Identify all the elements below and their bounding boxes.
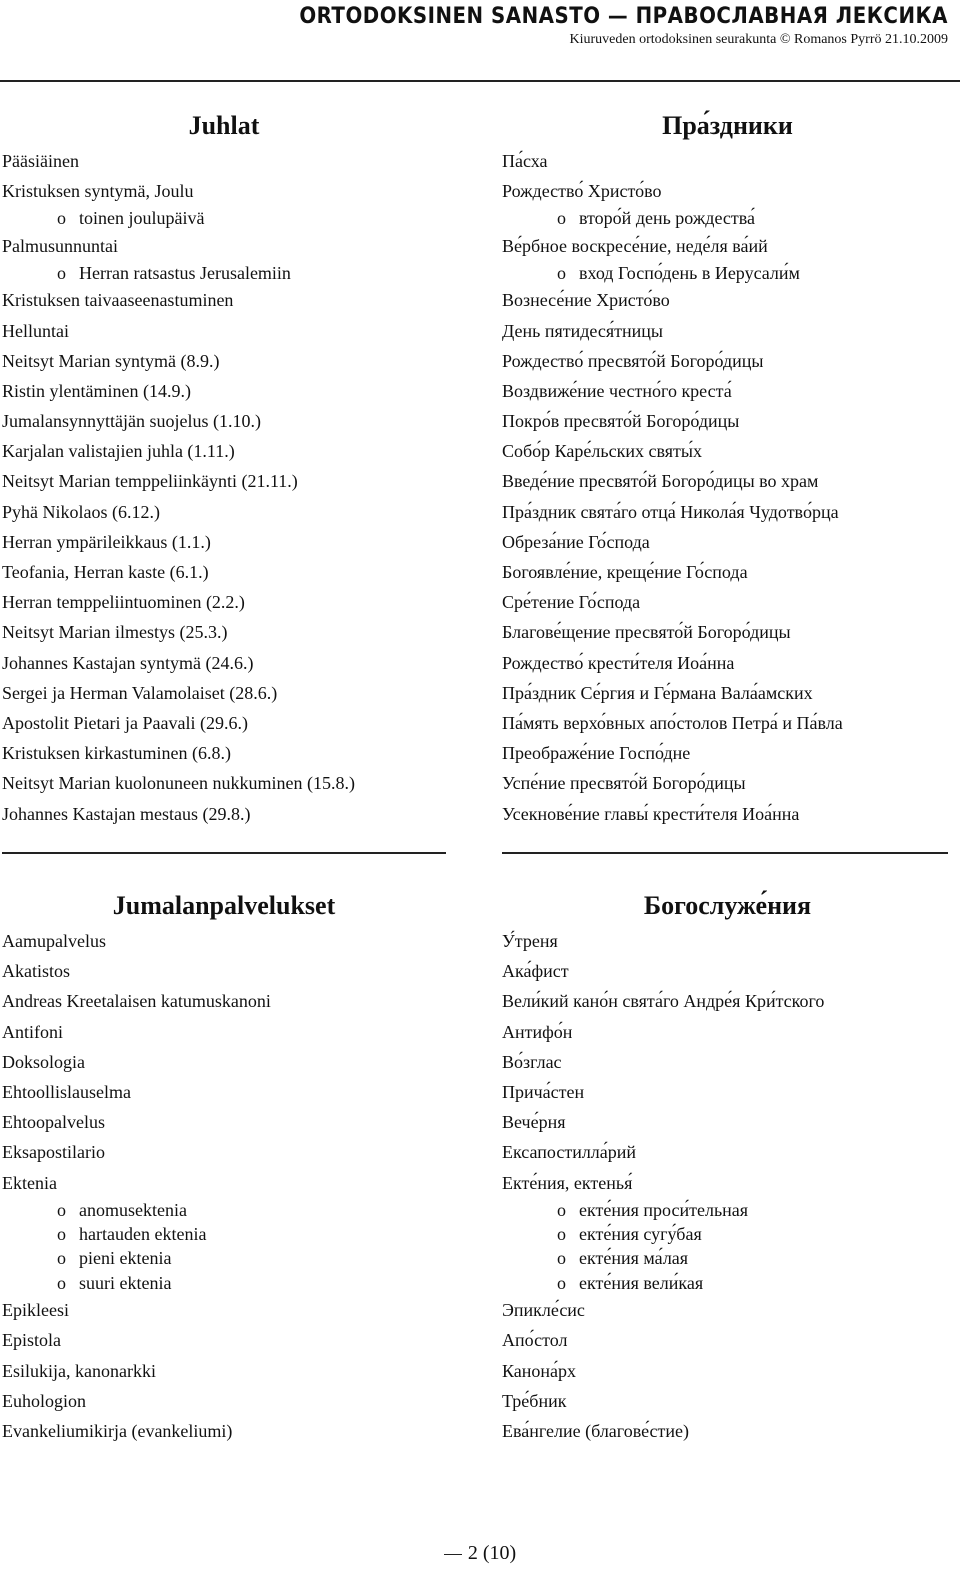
list-item [502, 956, 952, 986]
list-item [2, 1416, 472, 1446]
item-text: Во́зглас [502, 1051, 562, 1072]
item-text: Pääsiäinen [2, 151, 79, 171]
list-item [502, 406, 952, 436]
document-subtitle: Kiuruveden ortodoksinen seurakunta © Romanos Pyrrö 21.10.2009 [569, 32, 948, 47]
list-item [2, 738, 472, 768]
list-item [502, 708, 952, 738]
item-text: Ева́нгелие (благове́стие) [502, 1421, 690, 1441]
list-item [2, 1077, 472, 1107]
item-text: Преображе́ние Госпо́дне [502, 743, 691, 764]
list-item [502, 1325, 952, 1355]
list-item [502, 678, 952, 708]
item-text: hartauden ektenia [79, 1224, 207, 1245]
list-item [2, 1168, 472, 1198]
list-item [2, 956, 472, 986]
item-text: Екте́ния, ектенья́ [502, 1172, 633, 1193]
list-item [502, 768, 952, 798]
list-item [502, 587, 952, 617]
item-text: Kristuksen syntymä, Joulu [2, 181, 194, 202]
sub-list-item [502, 1198, 952, 1222]
item-text: Ehtoollislauselma [2, 1081, 131, 1102]
list-item [2, 285, 472, 315]
bullet-marker: o [557, 1224, 566, 1245]
page-header [299, 0, 948, 48]
item-text: Apostolit Pietari ja Paavali (29.6.) [2, 712, 248, 733]
item-text: Апо́стол [502, 1330, 568, 1351]
bullet-marker: o [57, 208, 66, 229]
list-item [502, 738, 952, 768]
item-text: Ве́рбное воскресе́ние, неде́ля ва́ий [502, 235, 768, 256]
list-item [2, 986, 472, 1016]
list-item [2, 708, 472, 738]
sub-list-item [2, 1198, 472, 1222]
item-text: Teofania, Herran kaste (6.1.) [2, 562, 209, 583]
list-item [502, 436, 952, 466]
sub-list-item [2, 261, 472, 285]
item-text: екте́ния вели́кая [579, 1272, 704, 1293]
list-item [502, 986, 952, 1016]
list-item [2, 231, 472, 261]
list-item [2, 587, 472, 617]
list-item [502, 1295, 952, 1325]
item-text: Herran ratsastus Jerusalemiin [79, 262, 291, 283]
item-text: Обреза́ние Го́спода [502, 531, 650, 552]
item-text: Evankeliumikirja (evankeliumi) [2, 1421, 233, 1441]
list-item [502, 1077, 952, 1107]
item-text: Antifoni [2, 1021, 63, 1042]
item-text: Esilukija, kanonarkki [2, 1360, 156, 1381]
list-item [502, 466, 952, 496]
item-text: Akatistos [2, 961, 71, 982]
list-item [2, 926, 472, 956]
list-item [502, 1137, 952, 1167]
bullet-marker: o [57, 1224, 66, 1245]
item-text: Eksapostilario [2, 1142, 105, 1163]
services-heading-fi: Jumalanpalvelukset [112, 891, 336, 920]
list-item [2, 436, 472, 466]
item-text: Па́мять верхо́вных апо́столов Петра́ и Па́вла [502, 712, 843, 733]
list-item [502, 617, 952, 647]
bullet-marker: o [557, 1199, 566, 1220]
list-item [2, 316, 472, 346]
item-text: suuri ektenia [79, 1272, 172, 1293]
bullet-marker: o [57, 262, 66, 283]
item-text: Karjalan valistajien juhla (1.11.) [2, 441, 235, 462]
item-text: Усекнове́ние главы́ крести́теля Иоа́нна [502, 803, 800, 824]
section-divider-ru [502, 852, 948, 854]
item-text: Neitsyt Marian kuolonuneen nukkuminen (15.8.) [2, 773, 355, 794]
item-text: toinen joulupäivä [79, 208, 205, 229]
page-footer [0, 1540, 960, 1566]
services-list-ru [502, 926, 952, 1446]
feasts-heading-fi: Juhlat [188, 111, 260, 140]
item-text: екте́ния сугу́бая [579, 1224, 702, 1245]
list-item [502, 926, 952, 956]
list-item [2, 527, 472, 557]
bullet-marker: o [57, 1199, 66, 1220]
item-text: Канона́рх [502, 1360, 577, 1381]
sub-list-item [2, 1222, 472, 1246]
list-item [2, 1137, 472, 1167]
item-text: вход Госпо́день в Иерусали́м [579, 262, 800, 283]
item-text: pieni ektenia [79, 1248, 172, 1269]
item-text: Пра́здник Се́ргия и Ге́рмана Вала́амских [502, 682, 813, 703]
bullet-marker: o [557, 208, 566, 229]
list-item [502, 497, 952, 527]
item-text: Благове́щение пресвято́й Богоро́дицы [502, 622, 791, 643]
item-text: Doksologia [2, 1051, 85, 1072]
item-text: Epistola [2, 1330, 61, 1351]
list-item [2, 466, 472, 496]
item-text: Антифо́н [502, 1021, 573, 1042]
list-item [2, 1107, 472, 1137]
item-text: Pyhä Nikolaos (6.12.) [2, 501, 160, 522]
list-item [2, 617, 472, 647]
list-item [502, 346, 952, 376]
bullet-marker: o [557, 1248, 566, 1269]
item-text: Сре́тение Го́спода [502, 592, 641, 613]
item-text: Johannes Kastajan syntymä (24.6.) [2, 652, 254, 673]
services-list-fi [2, 926, 472, 1446]
feasts-heading-ru: Пра́здники [662, 111, 793, 140]
item-text: Ehtoopalvelus [2, 1112, 105, 1133]
item-text: Эпикле́сис [502, 1300, 585, 1321]
header-rule [0, 80, 960, 82]
item-text: екте́ния ма́лая [579, 1248, 689, 1269]
item-text: екте́ния проси́тельная [579, 1199, 749, 1220]
sub-list-item [2, 206, 472, 230]
item-text: Успе́ние пресвято́й Богоро́дицы [502, 773, 746, 794]
sub-list-item [502, 1246, 952, 1270]
feasts-list-ru [502, 146, 952, 829]
item-text: Neitsyt Marian syntymä (8.9.) [2, 350, 220, 371]
list-item [2, 1047, 472, 1077]
list-item [2, 376, 472, 406]
list-item [2, 346, 472, 376]
sub-list-item [502, 1222, 952, 1246]
item-text: Epikleesi [2, 1300, 69, 1321]
item-text: Palmusunnuntai [2, 235, 118, 256]
bullet-marker: o [57, 1248, 66, 1269]
item-text: Neitsyt Marian temppeliinkäynti (21.11.) [2, 471, 298, 492]
list-item [502, 799, 952, 829]
item-text: Herran ympärileikkaus (1.1.) [2, 531, 211, 552]
list-item [502, 648, 952, 678]
feasts-list-fi [2, 146, 472, 829]
sub-list-item [2, 1246, 472, 1270]
item-text: Рождество́ крести́теля Иоа́нна [502, 652, 735, 673]
item-text: Воздвиже́ние честно́го креста́ [502, 380, 732, 401]
item-text: Johannes Kastajan mestaus (29.8.) [2, 803, 251, 824]
list-item [2, 557, 472, 587]
item-text: Вознесе́ние Христо́во [502, 290, 670, 311]
sub-list-item [502, 1271, 952, 1295]
list-item [2, 1386, 472, 1416]
bullet-marker: o [557, 262, 566, 283]
item-text: Andreas Kreetalaisen katumuskanoni [2, 991, 271, 1012]
item-text: Neitsyt Marian ilmestys (25.3.) [2, 622, 228, 643]
list-item [2, 497, 472, 527]
list-item [2, 1356, 472, 1386]
item-text: Kristuksen kirkastuminen (6.8.) [2, 743, 231, 764]
item-text: Рождество́ пресвято́й Богоро́дицы [502, 350, 764, 371]
item-text: Пра́здник свята́го отца́ Никола́я Чудотво́рца [502, 501, 839, 522]
services-heading-ru: Богослуже́ния [643, 891, 812, 920]
list-item [502, 316, 952, 346]
list-item [2, 799, 472, 829]
sub-list-item [502, 261, 952, 285]
section-divider-fi [2, 852, 446, 854]
item-text: Покро́в пресвято́й Богоро́дицы [502, 411, 740, 432]
list-item [502, 1386, 952, 1416]
item-text: Helluntai [2, 320, 69, 341]
bullet-marker: o [57, 1272, 66, 1293]
sub-list-item [502, 206, 952, 230]
list-item [2, 146, 472, 176]
list-item [502, 1047, 952, 1077]
item-text: День пятидеся́тницы [502, 320, 663, 341]
list-item [2, 1295, 472, 1325]
list-item [502, 557, 952, 587]
list-item [502, 527, 952, 557]
list-item [2, 1325, 472, 1355]
item-text: Ексапостилла́рий [502, 1142, 637, 1163]
list-item [502, 376, 952, 406]
item-text: Прича́стен [502, 1081, 585, 1102]
list-item [2, 1017, 472, 1047]
list-item [2, 768, 472, 798]
item-text: Sergei ja Herman Valamolaiset (28.6.) [2, 682, 278, 703]
item-text: Jumalansynnyttäjän suojelus (1.10.) [2, 411, 261, 432]
sub-list-item [2, 1271, 472, 1295]
item-text: anomusektenia [79, 1199, 187, 1220]
document-title: ORTODOKSINEN SANASTO — ПРАВОСЛАВНАЯ ЛЕКСИКА [299, 4, 948, 29]
item-text: Введе́ние пресвято́й Богоро́дицы во храм [502, 471, 819, 492]
list-item [502, 1356, 952, 1386]
item-text: Ristin ylentäminen (14.9.) [2, 380, 191, 401]
item-text: Рождество́ Христо́во [502, 181, 662, 202]
item-text: Herran temppeliintuominen (2.2.) [2, 592, 245, 613]
list-item [502, 176, 952, 206]
list-item [502, 231, 952, 261]
list-item [2, 176, 472, 206]
item-text: второ́й день рождества́ [579, 208, 755, 229]
item-text: Aamupalvelus [2, 931, 106, 951]
list-item [502, 1168, 952, 1198]
item-text: Богоявле́ние, креще́ние Го́спода [502, 562, 748, 583]
item-text: Па́сха [502, 151, 548, 171]
item-text: У́треня [502, 931, 558, 951]
list-item [502, 1416, 952, 1446]
item-text: Тре́бник [502, 1390, 567, 1411]
bullet-marker: o [557, 1272, 566, 1293]
item-text: Собо́р Каре́льских святы́х [502, 441, 702, 462]
list-item [502, 1017, 952, 1047]
item-text: Ака́фист [502, 961, 569, 982]
list-item [502, 1107, 952, 1137]
footer-dash [444, 1554, 462, 1556]
list-item [2, 678, 472, 708]
item-text: Kristuksen taivaaseenastuminen [2, 290, 234, 311]
item-text: Вели́кий кано́н свята́го Андре́я Кри́тского [502, 991, 825, 1012]
list-item [2, 406, 472, 436]
item-text: Вече́рня [502, 1112, 566, 1133]
list-item [2, 648, 472, 678]
list-item [502, 285, 952, 315]
item-text: Ektenia [2, 1172, 57, 1193]
list-item [502, 146, 952, 176]
item-text: Euhologion [2, 1390, 86, 1411]
page-number: 2 (10) [467, 1542, 517, 1564]
